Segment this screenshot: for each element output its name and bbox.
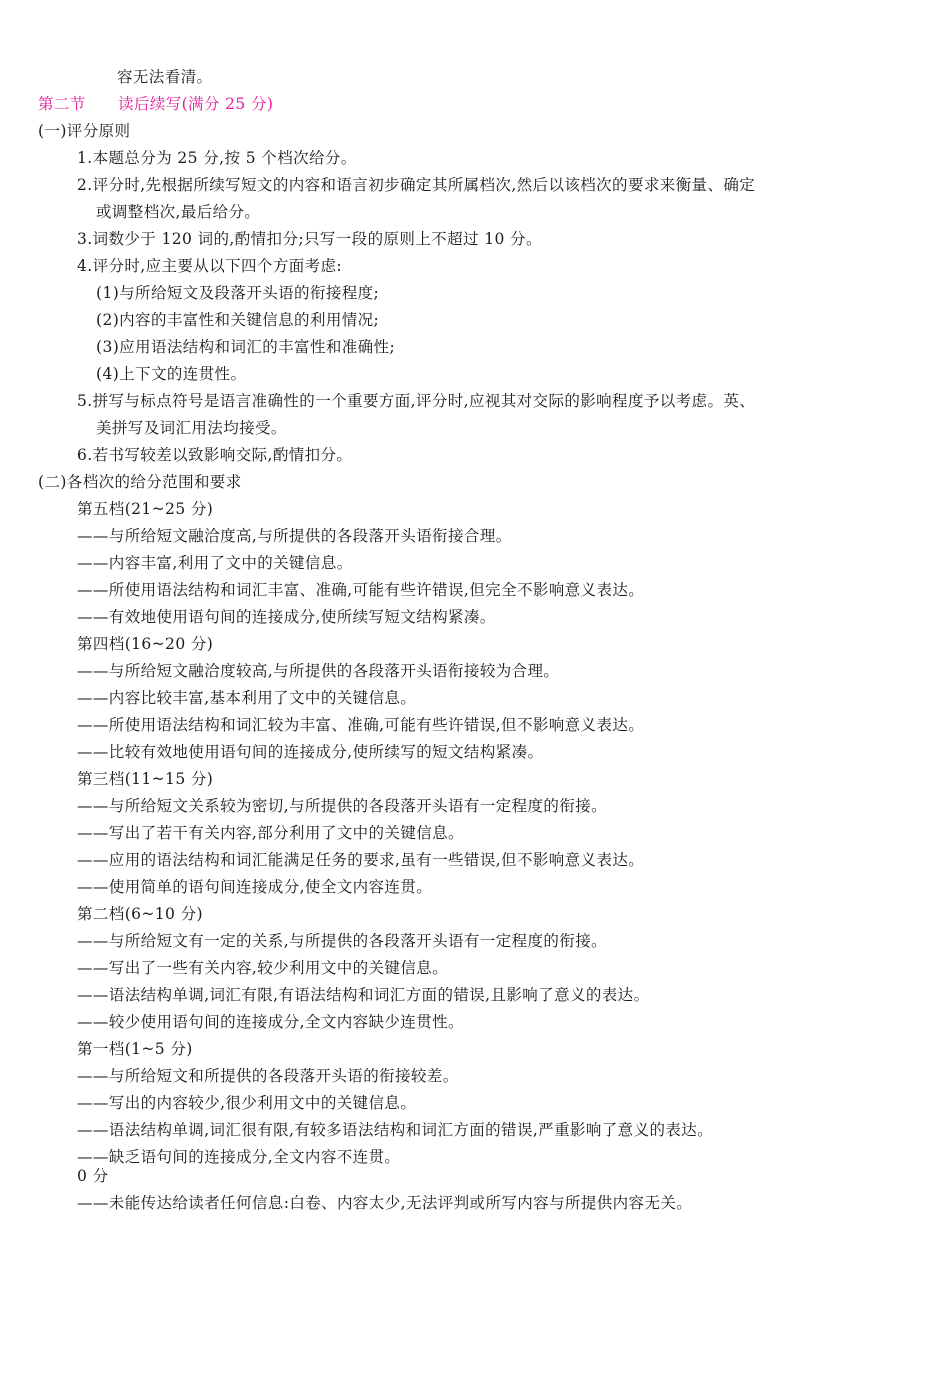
grade-criterion: ——与所给短文关系较为密切,与所提供的各段落开头语有一定程度的衔接。 — [77, 797, 608, 815]
grade-criterion: ——与所给短文有一定的关系,与所提供的各段落开头语有一定程度的衔接。 — [77, 932, 608, 950]
grade-criterion: ——有效地使用语句间的连接成分,使所续写短文结构紧凑。 — [77, 608, 496, 626]
grade-title: 0 分 — [77, 1167, 109, 1185]
grade-criterion: ——内容比较丰富,基本利用了文中的关键信息。 — [77, 689, 417, 707]
grade-criterion: ——较少使用语句间的连接成分,全文内容缺少连贯性。 — [77, 1013, 464, 1031]
grade-criterion: ——应用的语法结构和词汇能满足任务的要求,虽有一些错误,但不影响意义表达。 — [77, 851, 645, 869]
grade-criterion: ——使用简单的语句间连接成分,使全文内容连贯。 — [77, 878, 433, 896]
grade-criterion: ——缺乏语句间的连接成分,全文内容不连贯。 — [77, 1148, 401, 1166]
principle-item: 1.本题总分为 25 分,按 5 个档次给分。 — [77, 149, 357, 167]
section-number: 第二节 — [38, 95, 86, 113]
grade-criterion: ——所使用语法结构和词汇较为丰富、准确,可能有些许错误,但不影响意义表达。 — [77, 716, 645, 734]
grade-criterion: ——未能传达给读者任何信息:白卷、内容太少,无法评判或所写内容与所提供内容无关。 — [77, 1194, 693, 1212]
principle-item: 6.若书写较差以致影响交际,酌情扣分。 — [77, 446, 353, 464]
grade-criterion: ——写出的内容较少,很少利用文中的关键信息。 — [77, 1094, 417, 1112]
grade-criterion: ——内容丰富,利用了文中的关键信息。 — [77, 554, 353, 572]
principle-item-continuation: 美拼写及词汇用法均接受。 — [96, 419, 287, 437]
grade-criterion: ——语法结构单调,词汇很有限,有较多语法结构和词汇方面的错误,严重影响了意义的表达。 — [77, 1121, 714, 1139]
principle-item: 5.拼写与标点符号是语言准确性的一个重要方面,评分时,应视其对交际的影响程度予以考虑。英、 — [77, 392, 756, 410]
principle-item: 2.评分时,先根据所续写短文的内容和语言初步确定其所属档次,然后以该档次的要求来衡量、确定 — [77, 176, 756, 194]
grade-criterion: ——写出了若干有关内容,部分利用了文中的关键信息。 — [77, 824, 464, 842]
continuation-text: 容无法看清。 — [117, 68, 213, 86]
principle-subitem: (4)上下文的连贯性。 — [96, 365, 247, 383]
grade-criterion: ——比较有效地使用语句间的连接成分,使所续写的短文结构紧凑。 — [77, 743, 544, 761]
principle-subitem: (3)应用语法结构和词汇的丰富性和准确性; — [96, 338, 396, 356]
grade-title: 第三档(11~15 分) — [77, 770, 214, 788]
principle-item: 3.词数少于 120 词的,酌情扣分;只写一段的原则上不超过 10 分。 — [77, 230, 542, 248]
grade-title: 第二档(6~10 分) — [77, 905, 203, 923]
grade-criterion: ——所使用语法结构和词汇丰富、准确,可能有些许错误,但完全不影响意义表达。 — [77, 581, 645, 599]
section-title: 读后续写(满分 25 分) — [118, 95, 274, 113]
principle-subitem: (1)与所给短文及段落开头语的衔接程度; — [96, 284, 380, 302]
principle-subitem: (2)内容的丰富性和关键信息的利用情况; — [96, 311, 380, 329]
grade-criterion: ——与所给短文和所提供的各段落开头语的衔接较差。 — [77, 1067, 459, 1085]
grade-title: 第五档(21~25 分) — [77, 500, 214, 518]
grade-criterion: ——写出了一些有关内容,较少利用文中的关键信息。 — [77, 959, 449, 977]
principles-heading: (一)评分原则 — [38, 122, 131, 140]
levels-heading: (二)各档次的给分范围和要求 — [38, 473, 242, 491]
principle-item-continuation: 或调整档次,最后给分。 — [96, 203, 261, 221]
grade-criterion: ——语法结构单调,词汇有限,有语法结构和词汇方面的错误,且影响了意义的表达。 — [77, 986, 650, 1004]
principle-item: 4.评分时,应主要从以下四个方面考虑: — [77, 257, 343, 275]
grade-title: 第四档(16~20 分) — [77, 635, 214, 653]
grade-title: 第一档(1~5 分) — [77, 1040, 193, 1058]
grade-criterion: ——与所给短文融洽度较高,与所提供的各段落开头语衔接较为合理。 — [77, 662, 560, 680]
grade-criterion: ——与所给短文融洽度高,与所提供的各段落开头语衔接合理。 — [77, 527, 512, 545]
